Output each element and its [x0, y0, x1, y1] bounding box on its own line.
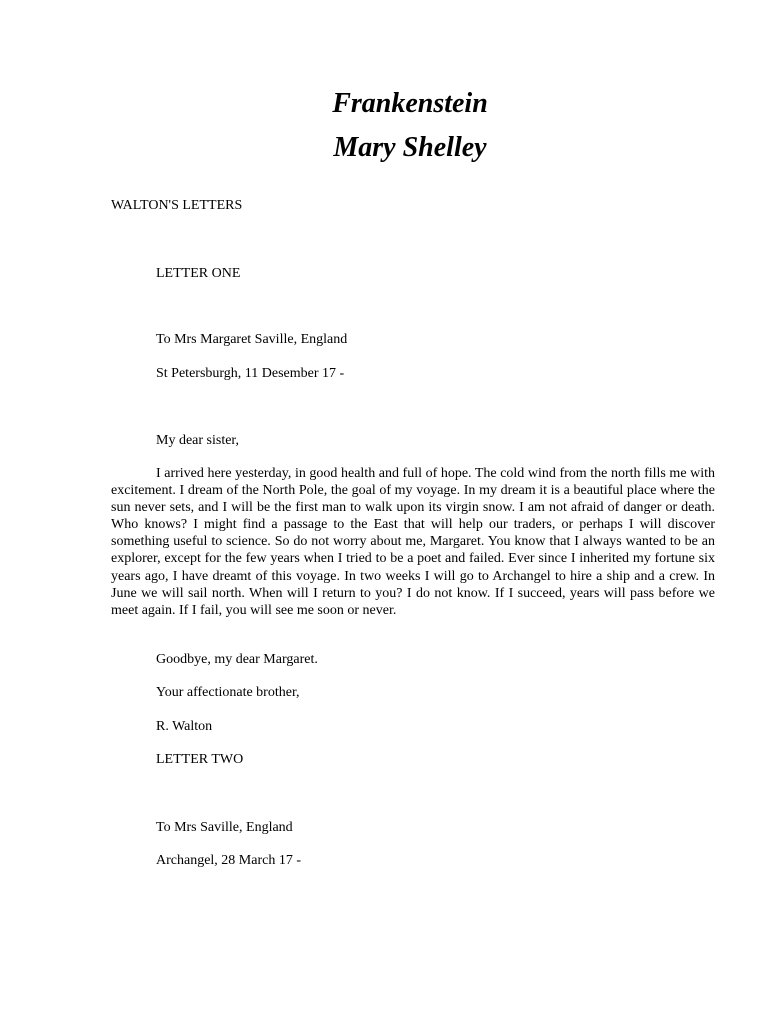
letter-one-salutation: My dear sister,: [156, 433, 240, 448]
letter-one-place-date: St Petersburgh, 11 Desember 17 -: [156, 366, 345, 381]
letter-one-addressee: To Mrs Margaret Saville, England: [156, 332, 348, 347]
letter-two-place-date: Archangel, 28 March 17 -: [156, 853, 302, 868]
letter-two-heading: LETTER TWO: [156, 752, 244, 767]
book-author: Mary Shelley: [333, 132, 487, 163]
book-title: Frankenstein: [332, 88, 488, 119]
letter-one-signature: R. Walton: [156, 719, 213, 734]
letter-two-addressee: To Mrs Saville, England: [156, 820, 293, 835]
letter-one-body: I arrived here yesterday, in good health and full of hope. The cold wind from the north fills me with excitement. I dream of the North Pole, the goal of my voyage. In my dream it is a beautiful place where the sun never sets, and I will be the first man to walk upon its virgin snow. I am not afraid of danger or death. Who knows? I might find a passage to the East that will help our traders, or perhaps I will discover something useful to science. So do not worry about me, Margaret. You know that I always wanted to be an explorer, except for the few years when I tried to be a poet and failed. Ever since I inherited my fortune six years ago, I have dreamt of this voyage. In two weeks I will go to Archangel to hire a ship and a crew. In June we will sail north. When will I return to you? I do not know. If I succeed, years will pass before we meet again. If I fail, you will see me soon or never.: [111, 466, 715, 618]
section-heading: WALTON'S LETTERS: [111, 198, 243, 213]
letter-one-signoff: Your affectionate brother,: [156, 685, 300, 700]
letter-one-closing: Goodbye, my dear Margaret.: [156, 652, 318, 667]
letter-one-heading: LETTER ONE: [156, 266, 241, 281]
